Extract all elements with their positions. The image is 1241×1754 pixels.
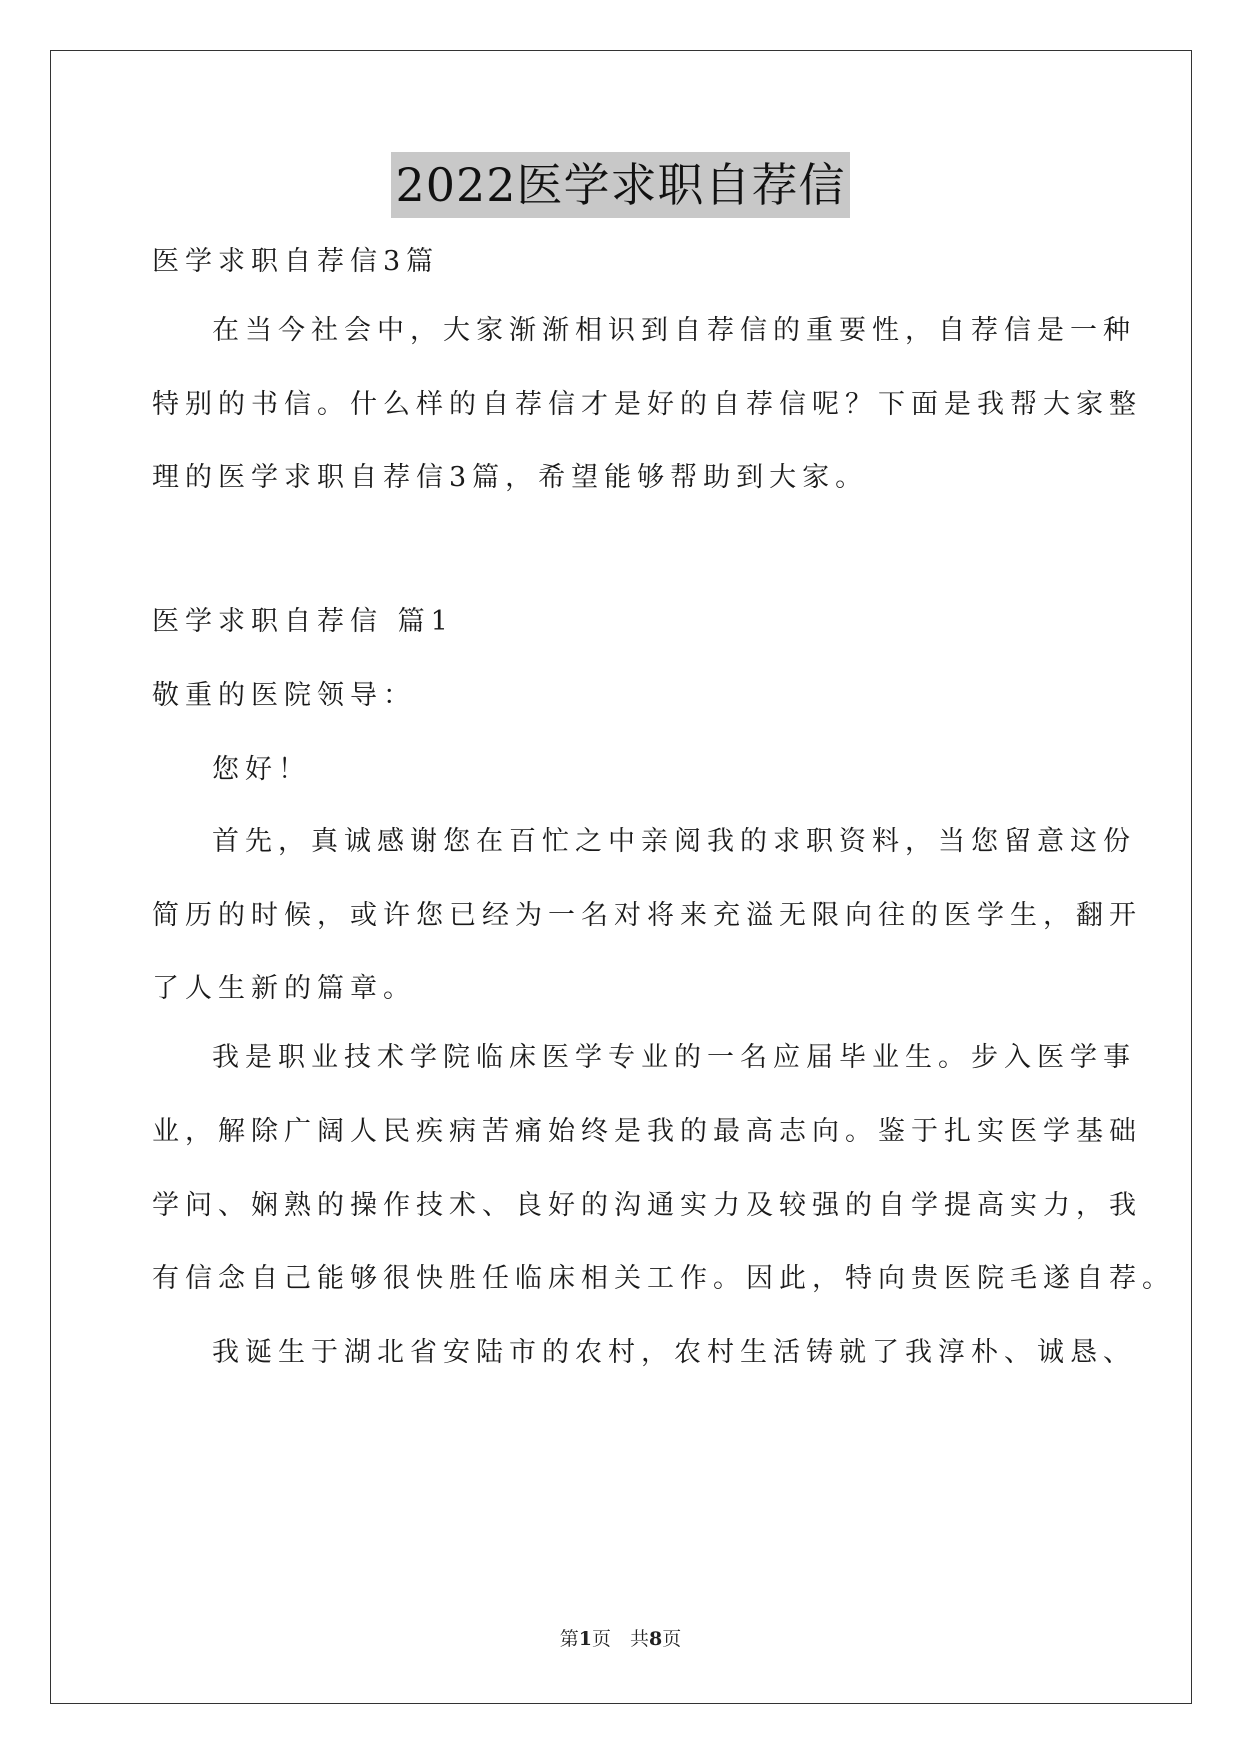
paragraph1-line-3: 了人生新的篇章。 <box>152 973 416 1004</box>
paragraph2-line-4: 有信念自己能够很快胜任临床相关工作。因此，特向贵医院毛遂自荐。 <box>152 1263 1175 1294</box>
footer-prefix: 第 <box>559 1628 579 1650</box>
paragraph1-line-2: 简历的时候，或许您已经为一名对将来充溢无限向往的医学生，翻开 <box>152 900 1142 931</box>
salutation: 敬重的医院领导： <box>152 680 416 711</box>
paragraph1-line-1: 首先，真诚感谢您在百忙之中亲阅我的求职资料，当您留意这份 <box>212 826 1136 857</box>
page-border <box>50 50 1192 1704</box>
paragraph3-line-1: 我诞生于湖北省安陆市的农村，农村生活铸就了我淳朴、诚恳、 <box>212 1337 1136 1368</box>
paragraph2-line-3: 学问、娴熟的操作技术、良好的沟通实力及较强的自学提高实力，我 <box>152 1190 1142 1221</box>
paragraph2-line-2: 业，解除广阔人民疾病苦痛始终是我的最高志向。鉴于扎实医学基础 <box>152 1116 1142 1147</box>
page-footer <box>0 1626 1241 1652</box>
footer-total-pages: 8 <box>649 1628 663 1650</box>
footer-page-number: 1 <box>578 1628 592 1650</box>
document-title: 2022医学求职自荐信 <box>391 152 849 218</box>
footer-suffix: 页 <box>662 1628 682 1650</box>
intro-line-3: 理的医学求职自荐信3篇，希望能够帮助到大家。 <box>152 462 869 493</box>
greeting: 您好！ <box>212 754 311 785</box>
title-container <box>0 152 1241 218</box>
document-subtitle: 医学求职自荐信3篇 <box>152 246 440 277</box>
paragraph2-line-1: 我是职业技术学院临床医学专业的一名应届毕业生。步入医学事 <box>212 1042 1136 1073</box>
footer-mid: 页 共 <box>591 1628 649 1650</box>
intro-line-1: 在当今社会中，大家渐渐相识到自荐信的重要性，自荐信是一种 <box>212 315 1136 346</box>
intro-line-2: 特别的书信。什么样的自荐信才是好的自荐信呢？下面是我帮大家整 <box>152 389 1142 420</box>
section-heading: 医学求职自荐信 篇1 <box>152 606 454 637</box>
